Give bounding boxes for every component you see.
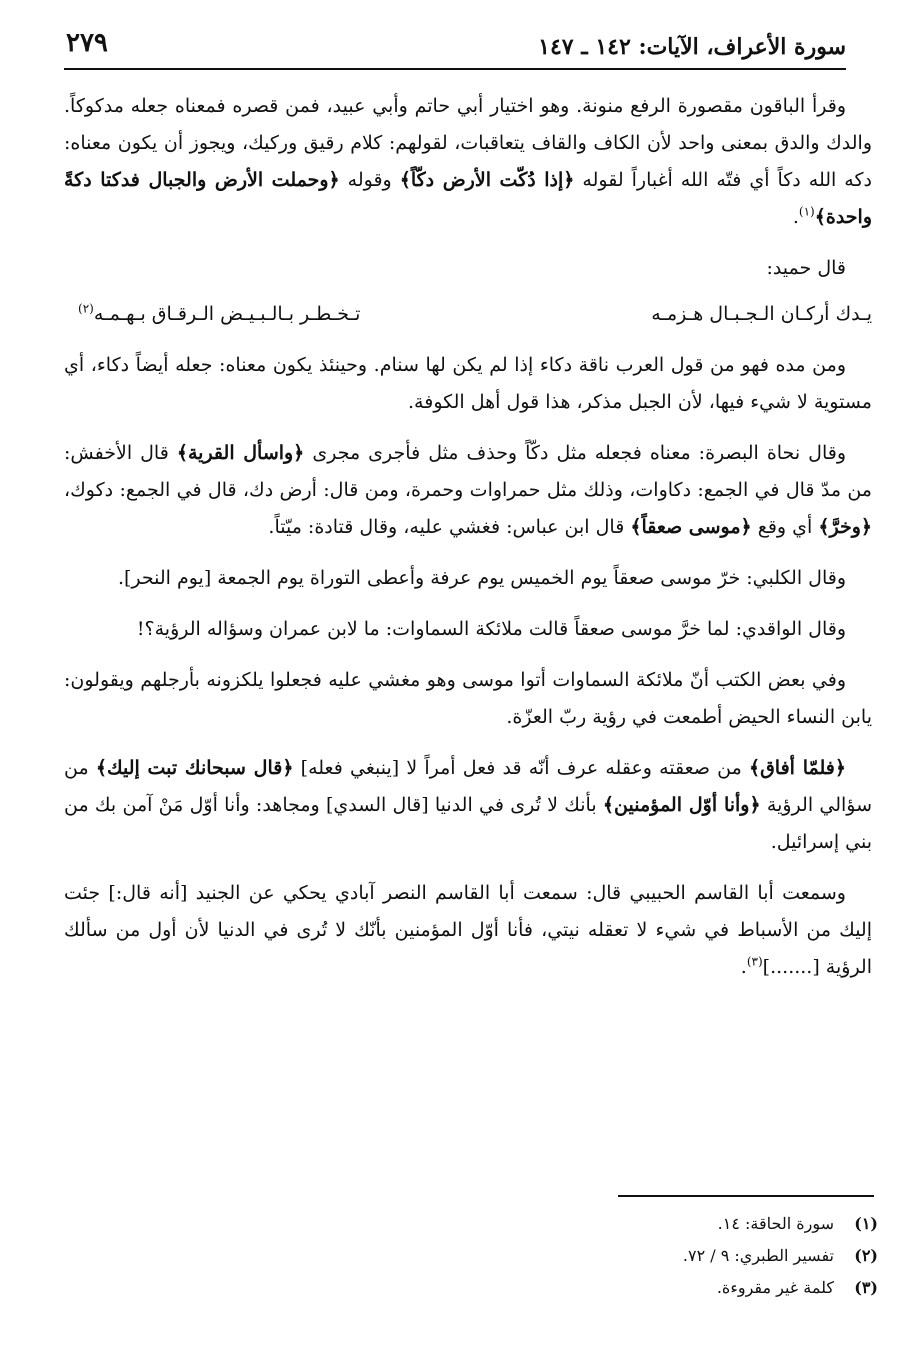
footnote-item bbox=[64, 1208, 878, 1240]
paragraph-text: من صعقته وعقله عرف أنّه قد فعل أمراً لا [ينبغي فعله] bbox=[293, 757, 749, 779]
paragraph-kufa-view: ومن مده فهو من قول العرب ناقة دكاء إذا لم يكن لها سنام. وحينئذ يكون معناه: جعله أيضاً دكاء، أي مستوية لا شيء فيها، لأن الجبل مذكر، هذا قول أهل الكوفة. bbox=[64, 354, 872, 413]
footnote-marker: (٣) bbox=[854, 1278, 878, 1297]
quran-quote: ﴿إذا دُكّت الأرض دكّاً﴾ bbox=[399, 169, 575, 191]
page-number: ٢٧٩ bbox=[66, 28, 108, 58]
footnote-ref: (٢) bbox=[78, 301, 94, 316]
verse-first-hemistich: يـدك أركـان الـجـبـال هـزمـه bbox=[651, 303, 872, 325]
paragraph-text: أي وقع bbox=[751, 516, 819, 538]
footnote-item bbox=[64, 1272, 878, 1304]
quran-quote: ﴿فلمّا أفاق﴾ bbox=[748, 757, 846, 779]
paragraph-text: وقال نحاة البصرة: معناه فجعله مثل دكّاً وحذف مثل فأجرى مجرى bbox=[304, 442, 846, 464]
paragraph-text: . bbox=[792, 206, 799, 228]
poetry-verse bbox=[64, 295, 872, 333]
paragraph-junayd bbox=[64, 875, 872, 986]
verse-second-hemistich: تـخـطـر بـالـبـيـض الـرقـاق بـهـمـه$^{(٢)}$ bbox=[78, 301, 361, 325]
footnote-marker: (٢) bbox=[854, 1246, 878, 1265]
footnote-ref: (٣) bbox=[746, 954, 763, 969]
footnotes bbox=[64, 1208, 878, 1304]
paragraph-kalbi: وقال الكلبي: خرّ موسى صعقاً يوم الخميس يوم عرفة وأعطى التوراة يوم الجمعة [يوم النحر]. bbox=[117, 567, 846, 589]
footnote-text: تفسير الطبري: ٩ / ٧٢. bbox=[682, 1246, 834, 1265]
footnote-text: كلمة غير مقروءة. bbox=[716, 1278, 834, 1297]
paragraph-text: من سؤالي الرؤية bbox=[64, 757, 873, 816]
footnote-ref: (١) bbox=[798, 204, 815, 219]
footnote-text: سورة الحاقة: ١٤. bbox=[717, 1214, 834, 1233]
quran-quote: ﴿وأنا أوّل المؤمنين﴾ bbox=[602, 794, 761, 816]
running-header bbox=[64, 28, 846, 70]
paragraph-text: . bbox=[740, 956, 747, 978]
surah-heading: سورة الأعراف، الآيات: ١٤٢ ـ ١٤٧ bbox=[538, 34, 846, 60]
paragraph-text: وقوله bbox=[339, 169, 400, 191]
page-body bbox=[64, 88, 872, 1000]
quran-quote: ﴿واسأل القرية﴾ bbox=[176, 442, 305, 464]
paragraph-basra-view bbox=[64, 435, 872, 546]
paragraph-text: قال ابن عباس: فغشي عليه، وقال قتادة: ميّتاً. bbox=[268, 516, 631, 538]
paragraph-waqidi: وقال الواقدي: لما خرَّ موسى صعقاً قالت ملائكة السماوات: ما لابن عمران وسؤاله الرؤية؟! bbox=[136, 618, 846, 640]
footnote-marker: (١) bbox=[854, 1214, 878, 1233]
footnote-separator bbox=[618, 1195, 874, 1197]
quran-quote: ﴿وخرَّ﴾ bbox=[818, 516, 872, 538]
quran-quote: ﴿موسى صعقاً﴾ bbox=[630, 516, 752, 538]
paragraph-reading-variants bbox=[64, 88, 872, 236]
paragraph-text: قال الأخفش: من مدّ قال في الجمع: دكاوات، وذلك مثل حمراوات وحمرة، ومن قال: أرض دك، قال في الجمع: دكوك، bbox=[64, 442, 872, 501]
paragraph-books: وفي بعض الكتب أنّ ملائكة السماوات أتوا موسى وهو مغشي عليه فجعلوا يلكزونه بأرجلهم ويقولون: يابن النساء الحيض أطمعت في رؤية ربّ العزّة. bbox=[64, 669, 872, 728]
quran-quote: ﴿قال سبحانك تبت إليك﴾ bbox=[95, 757, 294, 779]
paragraph-when-awoke bbox=[64, 750, 872, 861]
paragraph-poet-intro: قال حميد: bbox=[766, 257, 846, 279]
paragraph-text: وسمعت أبا القاسم الحبيبي قال: سمعت أبا القاسم النصر آبادي يحكي عن الجنيد [أنه قال:] جئت إليك من الأسباط في شيء لا تعقله نيتي، فأنا أوّل المؤمنين بأنّك لا تُرى في الدنيا لأن أول من سألك الرؤية [.......] bbox=[64, 882, 872, 978]
quran-quote: ﴿وحملت الأرض والجبال فدكتا دكةً واحدة﴾ bbox=[64, 169, 872, 228]
footnote-item bbox=[64, 1240, 878, 1272]
paragraph-text: وقرأ الباقون مقصورة الرفع منونة. وهو اختيار أبي حاتم وأبي عبيد، فمن قصره فمعناه جعله مدكوكاً. والدك والدق بمعنى واحد لأن الكاف والقاف يتعاقبات، لقولهم: كلام رقيق وركيك، ويجوز أن يكون معناه: دكه الله دكاً أي فتّه الله أغباراً لقوله bbox=[64, 95, 872, 191]
paragraph-text: بأنك لا تُرى في الدنيا [قال السدي] ومجاهد: وأنا أوّل مَنْ آمن بك من بني إسرائيل. bbox=[64, 794, 872, 853]
